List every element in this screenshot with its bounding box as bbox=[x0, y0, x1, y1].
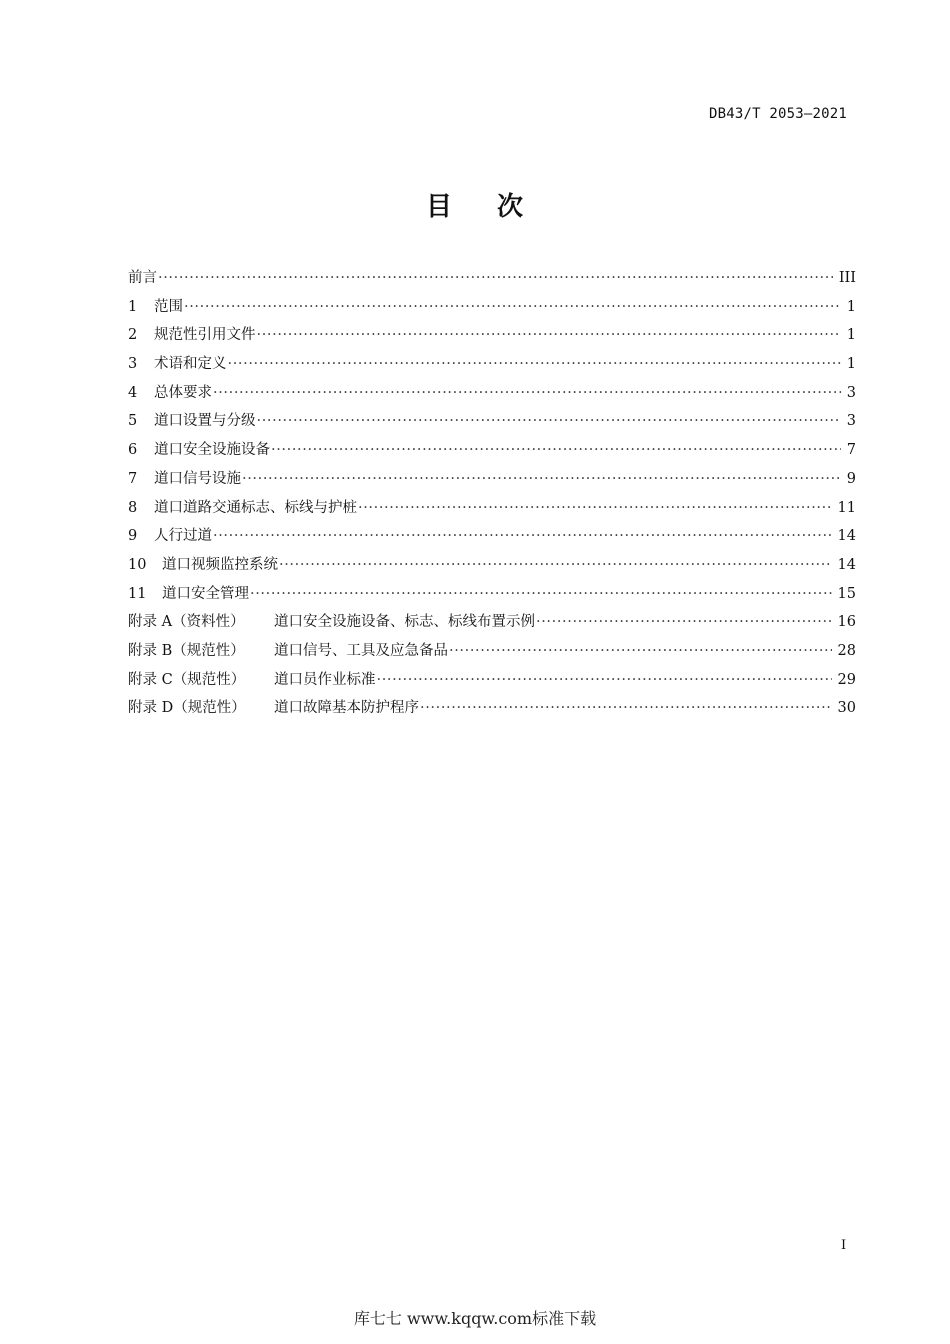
toc-leader-dots bbox=[213, 385, 841, 401]
toc-entry-appendix-b[interactable] bbox=[128, 639, 856, 668]
toc-entry-label bbox=[128, 668, 376, 689]
toc-leader-dots bbox=[358, 500, 832, 516]
toc-entry-label bbox=[128, 295, 183, 316]
toc-entry-page: III bbox=[838, 270, 856, 286]
toc-entry-11[interactable] bbox=[128, 582, 856, 611]
toc-leader-dots bbox=[158, 270, 833, 286]
toc-entry-label bbox=[128, 696, 419, 717]
toc-entry-title: 规范性引用文件 bbox=[154, 327, 256, 344]
toc-entry-number: 附录 B（规范性） bbox=[128, 642, 245, 659]
toc-entry-label bbox=[128, 467, 241, 488]
page-title-char-2: 次 bbox=[497, 192, 525, 222]
page-number: I bbox=[841, 1238, 847, 1253]
toc-entry-title: 范围 bbox=[154, 298, 183, 315]
toc-entry-label bbox=[128, 266, 157, 287]
toc-leader-dots bbox=[257, 327, 841, 343]
toc-entry-number: 10 bbox=[128, 556, 147, 573]
toc-entry-page: 3 bbox=[846, 413, 856, 430]
toc-leader-dots bbox=[279, 557, 832, 573]
toc-entry-appendix-c[interactable] bbox=[128, 668, 856, 697]
toc-entry-page: 28 bbox=[837, 642, 856, 659]
toc-entry-title: 道口员作业标准 bbox=[274, 671, 376, 688]
table-of-contents bbox=[128, 266, 856, 725]
toc-entry-title: 道口故障基本防护程序 bbox=[274, 700, 419, 717]
toc-entry-10[interactable] bbox=[128, 553, 856, 582]
toc-entry-page: 11 bbox=[837, 499, 856, 516]
toc-leader-dots bbox=[377, 672, 832, 688]
toc-entry-title: 道口道路交通标志、标线与护桩 bbox=[154, 499, 357, 516]
toc-entry-page: 14 bbox=[837, 528, 856, 545]
toc-entry-preface[interactable] bbox=[128, 266, 856, 295]
toc-entry-title: 术语和定义 bbox=[154, 356, 227, 373]
toc-entry-page: 1 bbox=[846, 327, 856, 344]
toc-entry-label bbox=[128, 409, 256, 430]
document-code: DB43/T 2053—2021 bbox=[708, 106, 847, 122]
toc-entry-label bbox=[128, 438, 270, 459]
toc-entry-appendix-a[interactable] bbox=[128, 610, 856, 639]
toc-entry-title: 道口安全设施设备、标志、标线布置示例 bbox=[274, 614, 535, 631]
toc-entry-label bbox=[128, 553, 278, 574]
toc-entry-label bbox=[128, 323, 256, 344]
toc-entry-7[interactable] bbox=[128, 467, 856, 496]
toc-entry-6[interactable] bbox=[128, 438, 856, 467]
toc-leader-dots bbox=[449, 643, 832, 659]
toc-entry-8[interactable] bbox=[128, 496, 856, 525]
toc-entry-title: 道口安全管理 bbox=[162, 585, 249, 602]
toc-entry-label bbox=[128, 582, 249, 603]
toc-entry-label bbox=[128, 496, 357, 517]
toc-entry-page: 29 bbox=[837, 671, 856, 688]
toc-entry-page: 9 bbox=[846, 470, 856, 487]
toc-leader-dots bbox=[213, 528, 832, 544]
toc-entry-label bbox=[128, 381, 212, 402]
toc-leader-dots bbox=[271, 442, 841, 458]
toc-entry-number: 附录 C（规范性） bbox=[128, 671, 246, 688]
toc-entry-title: 人行过道 bbox=[154, 528, 212, 545]
toc-entry-4[interactable] bbox=[128, 381, 856, 410]
toc-entry-page: 14 bbox=[837, 556, 856, 573]
toc-entry-number: 附录 D（规范性） bbox=[128, 700, 246, 717]
toc-entry-title: 道口信号设施 bbox=[154, 470, 241, 487]
toc-entry-title: 道口设置与分级 bbox=[154, 413, 256, 430]
toc-entry-label bbox=[128, 610, 535, 631]
toc-leader-dots bbox=[250, 586, 832, 602]
toc-entry-title: 道口视频监控系统 bbox=[162, 556, 278, 573]
watermark-text: 库七七 www.kqqw.com标准下载 bbox=[353, 1309, 597, 1328]
toc-entry-2[interactable] bbox=[128, 323, 856, 352]
toc-entry-page: 1 bbox=[846, 356, 856, 373]
toc-entry-number: 8 bbox=[128, 499, 138, 516]
toc-entry-number: 9 bbox=[128, 528, 138, 545]
toc-leader-dots bbox=[228, 356, 841, 372]
toc-entry-title: 总体要求 bbox=[154, 384, 212, 401]
toc-entry-page: 3 bbox=[846, 384, 856, 401]
toc-entry-page: 30 bbox=[837, 700, 856, 717]
toc-leader-dots bbox=[184, 299, 841, 315]
toc-entry-label bbox=[128, 352, 227, 373]
toc-entry-9[interactable] bbox=[128, 524, 856, 553]
toc-entry-label bbox=[128, 524, 212, 545]
toc-leader-dots bbox=[242, 471, 841, 487]
toc-entry-page: 1 bbox=[846, 298, 856, 315]
toc-entry-label bbox=[128, 639, 448, 660]
page-title-char-1: 目 bbox=[425, 192, 453, 222]
toc-entry-number: 2 bbox=[128, 327, 138, 344]
toc-entry-number: 5 bbox=[128, 413, 138, 430]
page-title bbox=[0, 186, 950, 223]
toc-entry-title: 前言 bbox=[128, 270, 157, 286]
toc-entry-3[interactable] bbox=[128, 352, 856, 381]
toc-entry-number: 附录 A（资料性） bbox=[128, 614, 245, 631]
toc-entry-number: 3 bbox=[128, 356, 138, 373]
toc-entry-number: 1 bbox=[128, 298, 138, 315]
toc-leader-dots bbox=[257, 413, 841, 429]
toc-leader-dots bbox=[536, 614, 832, 630]
toc-entry-page: 15 bbox=[837, 585, 856, 602]
toc-entry-page: 7 bbox=[846, 442, 856, 459]
toc-leader-dots bbox=[420, 700, 832, 716]
toc-entry-title: 道口信号、工具及应急备品 bbox=[274, 642, 448, 659]
toc-entry-number: 4 bbox=[128, 384, 138, 401]
toc-entry-number: 7 bbox=[128, 470, 138, 487]
toc-entry-number: 6 bbox=[128, 442, 138, 459]
toc-entry-5[interactable] bbox=[128, 409, 856, 438]
toc-entry-title: 道口安全设施设备 bbox=[154, 442, 270, 459]
toc-entry-appendix-d[interactable] bbox=[128, 696, 856, 725]
toc-entry-page: 16 bbox=[837, 614, 856, 631]
toc-entry-1[interactable] bbox=[128, 295, 856, 324]
toc-entry-number: 11 bbox=[128, 585, 147, 602]
